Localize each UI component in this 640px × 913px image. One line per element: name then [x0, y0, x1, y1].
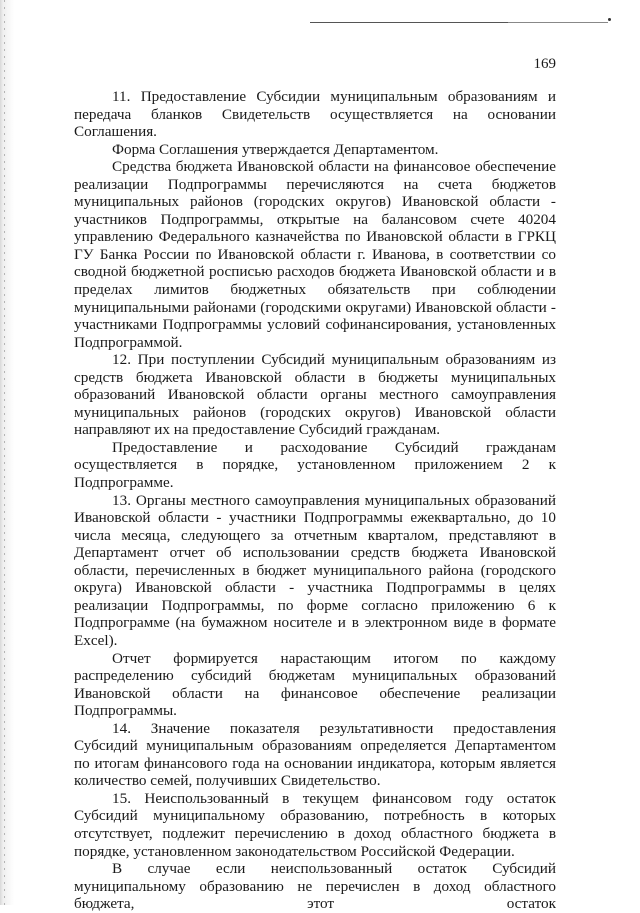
top-rule [310, 22, 508, 23]
paragraph-unused-balance: В случае если неиспользованный остаток Субсидий муниципальному образованию не перечислен в доход областного бюджета, этот остаток [74, 860, 556, 913]
paragraph-15: 15. Неиспользованный в текущем финансовом году остаток Субсидий муниципальному образованию, потребность в которых отсутствует, подлежит перечислению в доход областного бюджета в порядке, установленном законодательством Российской Федерации. [74, 789, 556, 860]
paragraph-agreement-form: Форма Соглашения утверждается Департаментом. [112, 140, 439, 158]
top-rule-extension [508, 22, 608, 23]
paragraph-subsidy-procedure: Предоставление и расходование Субсидий гражданам осуществляется в порядке, установленном приложением 2 к Подпрограмме. [74, 438, 556, 492]
paragraph-report: Отчет формируется нарастающим итогом по каждому распределению субсидий бюджетам муниципальных образований Ивановской области на финансовое обеспечение реализации Подпрограммы. [74, 649, 556, 720]
paragraph-14: 14. Значение показателя результативности предоставления Субсидий муниципальным образованиям определяется Департаментом по итогам финансового года на основании индикатора, которым является количество семей, получивших Свидетельство. [74, 719, 556, 790]
document-body [74, 88, 556, 913]
page-number: 169 [533, 56, 556, 72]
paragraph-budget-funds: Средства бюджета Ивановской области на финансовое обеспечение реализации Подпрограммы перечисляются на счета бюджетов муниципальных районов (городских округов) Ивановской области - участников Подпрограммы, открытые на балансовом счете 40204 управлению Федерального казначейства по Ивановской области в ГРКЦ ГУ Банка России по Ивановской области г. Иванова, в соответствии со сводной бюджетной росписью расходов бюджета Ивановской области и в пределах лимитов бюджетных обязательств при соблюдении муниципальными районами (городскими округами) Ивановской области - участниками Подпрограммы условий софинансирования, установленных Подпрограммой. [74, 158, 556, 351]
paragraph-13: 13. Органы местного самоуправления муниципальных образований Ивановской области - участники Подпрограммы ежеквартально, до 10 числа месяца, следующего за отчетным кварталом, представляют в Департамент отчет об использовании средств бюджета Ивановской области, перечисленных в бюджет муниципального района (городского округа) Ивановской области - участника Подпрограммы в целях реализации Подпрограммы, по форме согласно приложению 6 к Подпрограмме (на бумажном носителе и в электронном виде в формате Excel). [74, 491, 556, 649]
paragraph-12: 12. При поступлении Субсидий муниципальным образованиям из средств бюджета Ивановской области в бюджеты муниципальных образований Ивановской области органы местного самоуправления муниципальных районов (городских округов) Ивановской области направляют их на предоставление Субсидий гражданам. [74, 351, 556, 439]
paragraph-11: 11. Предоставление Субсидии муниципальным образованиям и передача бланков Свидетельств осуществляется на основании Соглашения. [74, 88, 556, 141]
scan-speck [608, 18, 611, 21]
scan-left-edge [0, 0, 14, 905]
